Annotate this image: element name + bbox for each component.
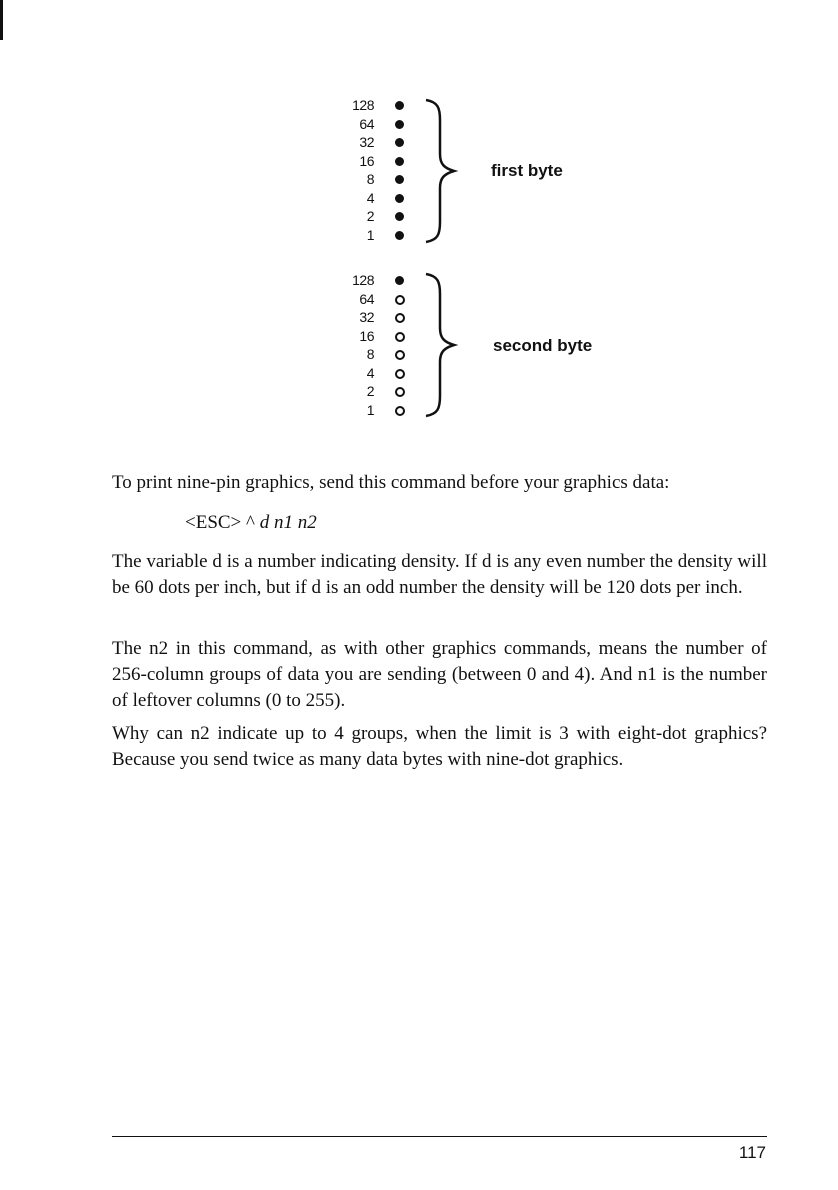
command-esc: <ESC> [185,512,242,533]
why-paragraph: Why can n2 indicate up to 4 groups, when the limit is 3 with eight-dot graphics? Because you send twice as many data bytes with nine-dot graphics. [112,723,767,770]
n2-paragraph: The n2 in this command, as with other graphics commands, means the number of 256-column groups of data you are sending (between 0 and 4). And n1 is the number of leftover columns (0 to 255). [112,638,767,711]
bit-value: 32 [359,134,374,150]
empty-pin-dot [395,332,405,342]
scan-edge-mark [0,0,3,40]
bit-value: 4 [366,364,374,381]
bit-value: 4 [366,189,374,206]
density-paragraph: The variable d is a number indicating density. If d is any even number the density will be 60 dots per inch, but if d is an odd number the density will be 120 dots per inch. [112,551,767,598]
bit-value: 128 [352,97,374,113]
filled-pin-dot [395,101,404,110]
page-number: 117 [738,1143,766,1162]
filled-pin-dot [395,212,404,221]
bit-value: 16 [359,327,374,344]
filled-pin-dot [395,276,404,285]
filled-pin-dot [395,231,404,240]
filled-pin-dot [395,194,404,203]
bit-value: 128 [352,272,374,288]
first-byte-brace [424,96,458,246]
empty-pin-dot [395,313,405,323]
bit-value: 1 [366,226,374,243]
empty-pin-dot [395,295,405,305]
empty-pin-dot [395,387,405,397]
second-byte-brace [424,270,458,420]
empty-pin-dot [395,350,405,360]
empty-pin-dot [395,406,405,416]
filled-pin-dot [395,175,404,184]
bit-value: 64 [359,290,374,307]
bit-value: 16 [359,152,374,169]
bit-value: 2 [366,383,374,399]
bit-value: 1 [366,401,374,418]
footer-rule [112,1136,767,1137]
bit-value: 8 [366,171,374,187]
filled-pin-dot [395,120,404,129]
graphics-command [185,512,317,534]
filled-pin-dot [395,138,404,147]
intro-paragraph: To print nine-pin graphics, send this command before your graphics data: [112,472,670,493]
first-byte-label: first byte [491,161,563,180]
bit-value: 32 [359,309,374,325]
second-byte-label: second byte [493,336,593,355]
bit-value: 2 [366,208,374,224]
command-args: d n1 n2 [259,512,317,533]
bit-value: 8 [366,346,374,362]
bit-value: 64 [359,115,374,132]
empty-pin-dot [395,369,405,379]
command-caret: ^ [246,512,255,533]
filled-pin-dot [395,157,404,166]
